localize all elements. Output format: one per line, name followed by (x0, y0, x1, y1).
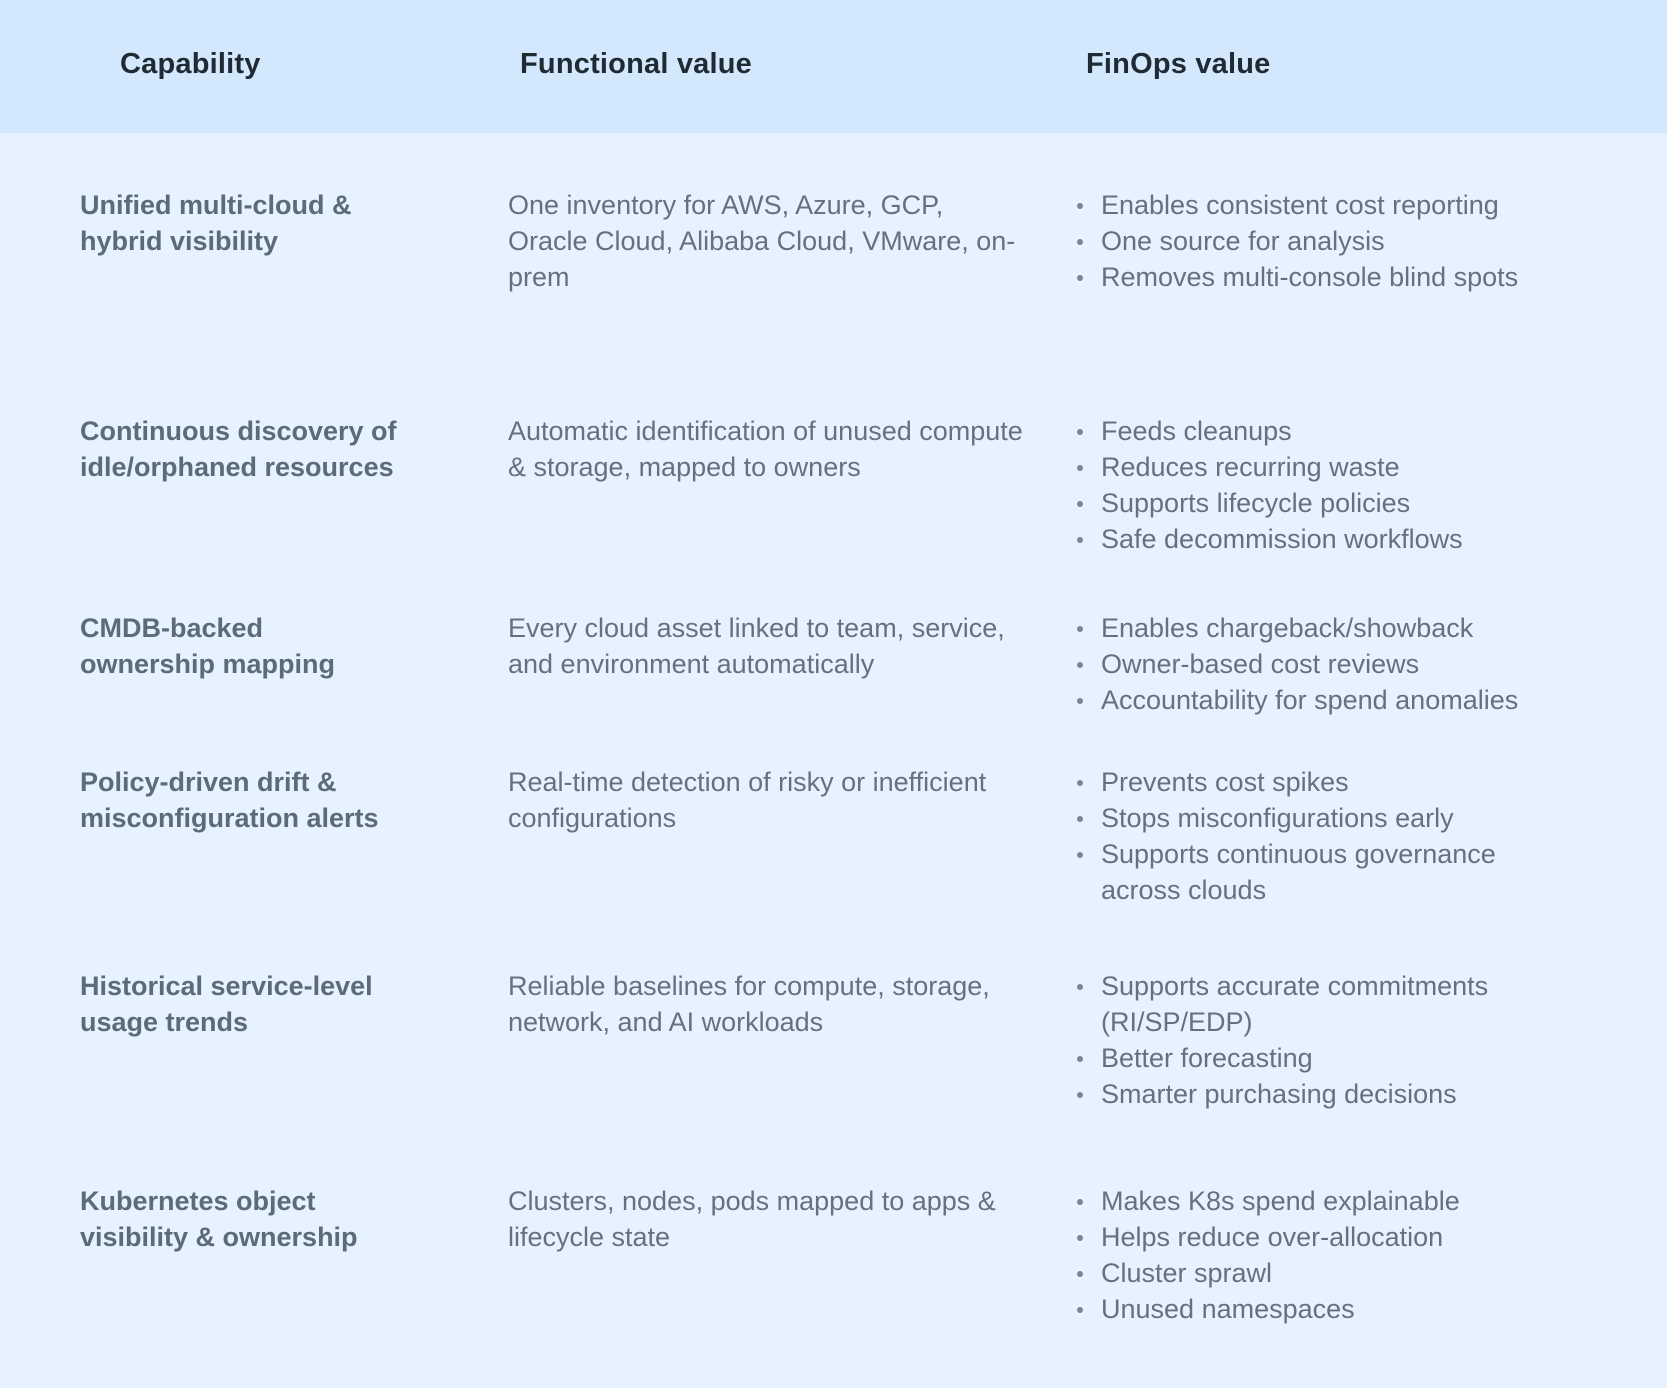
table-header (0, 0, 1667, 133)
bullet-icon (1077, 852, 1083, 858)
list-item: Supports continuous governance across clouds (1072, 836, 1571, 908)
functional-value-cell: One inventory for AWS, Azure, GCP, Oracle Cloud, Alibaba Cloud, VMware, on-prem (508, 190, 1016, 292)
list-item: Reduces recurring waste (1072, 449, 1661, 485)
list-item: Supports lifecycle policies (1072, 485, 1661, 521)
bullet-icon (1077, 275, 1083, 281)
list-item: One source for analysis (1072, 223, 1661, 259)
list-item: Makes K8s spend explainable (1072, 1183, 1661, 1219)
column-header-functional-value: Functional value (520, 48, 753, 80)
column-header-capability: Capability (120, 48, 261, 80)
list-item: Accountability for spend anomalies (1072, 682, 1661, 718)
capability-cell: Policy-driven drift & misconfiguration alerts (80, 767, 379, 833)
bullet-icon (1077, 1271, 1083, 1277)
bullet-icon (1077, 626, 1083, 632)
functional-value-cell: Reliable baselines for compute, storage, network, and AI workloads (508, 971, 990, 1037)
list-item: Safe decommission workflows (1072, 521, 1661, 557)
bullet-icon (1077, 203, 1083, 209)
bullet-icon (1077, 698, 1083, 704)
bullet-icon (1077, 501, 1083, 507)
capability-cell: Unified multi-cloud & hybrid visibility (80, 190, 352, 256)
column-header-finops-value: FinOps value (1086, 48, 1271, 80)
capability-cell: Kubernetes object visibility & ownership (80, 1186, 358, 1252)
functional-value-cell: Every cloud asset linked to team, service, and environment automatically (508, 613, 1005, 679)
bullet-icon (1077, 429, 1083, 435)
functional-value-cell: Clusters, nodes, pods mapped to apps & lifecycle state (508, 1186, 996, 1252)
bullet-icon (1077, 984, 1083, 990)
list-item: Smarter purchasing decisions (1072, 1076, 1661, 1112)
capability-cell: Continuous discovery of idle/orphaned resources (80, 416, 397, 482)
list-item: Helps reduce over-allocation (1072, 1219, 1661, 1255)
functional-value-cell: Real-time detection of risky or inefficient configurations (508, 767, 987, 833)
list-item: Enables chargeback/showback (1072, 610, 1661, 646)
list-item: Better forecasting (1072, 1040, 1661, 1076)
bullet-icon (1077, 662, 1083, 668)
bullet-icon (1077, 239, 1083, 245)
list-item: Enables consistent cost reporting (1072, 187, 1661, 223)
bullet-icon (1077, 1307, 1083, 1313)
list-item: Unused namespaces (1072, 1291, 1661, 1327)
list-item: Stops misconfigurations early (1072, 800, 1661, 836)
bullet-icon (1077, 1235, 1083, 1241)
list-item: Removes multi-console blind spots (1072, 259, 1661, 295)
bullet-icon (1077, 537, 1083, 543)
functional-value-cell: Automatic identification of unused compute & storage, mapped to owners (508, 416, 1023, 482)
capability-cell: CMDB-backed ownership mapping (80, 613, 336, 679)
list-item: Supports accurate commitments (RI/SP/EDP) (1072, 968, 1611, 1040)
list-item: Feeds cleanups (1072, 413, 1661, 449)
list-item: Cluster sprawl (1072, 1255, 1661, 1291)
list-item: Owner-based cost reviews (1072, 646, 1661, 682)
capability-cell: Historical service-level usage trends (80, 971, 373, 1037)
bullet-icon (1077, 465, 1083, 471)
bullet-icon (1077, 780, 1083, 786)
bullet-icon (1077, 1092, 1083, 1098)
bullet-icon (1077, 1199, 1083, 1205)
bullet-icon (1077, 1056, 1083, 1062)
bullet-icon (1077, 816, 1083, 822)
list-item: Prevents cost spikes (1072, 764, 1661, 800)
